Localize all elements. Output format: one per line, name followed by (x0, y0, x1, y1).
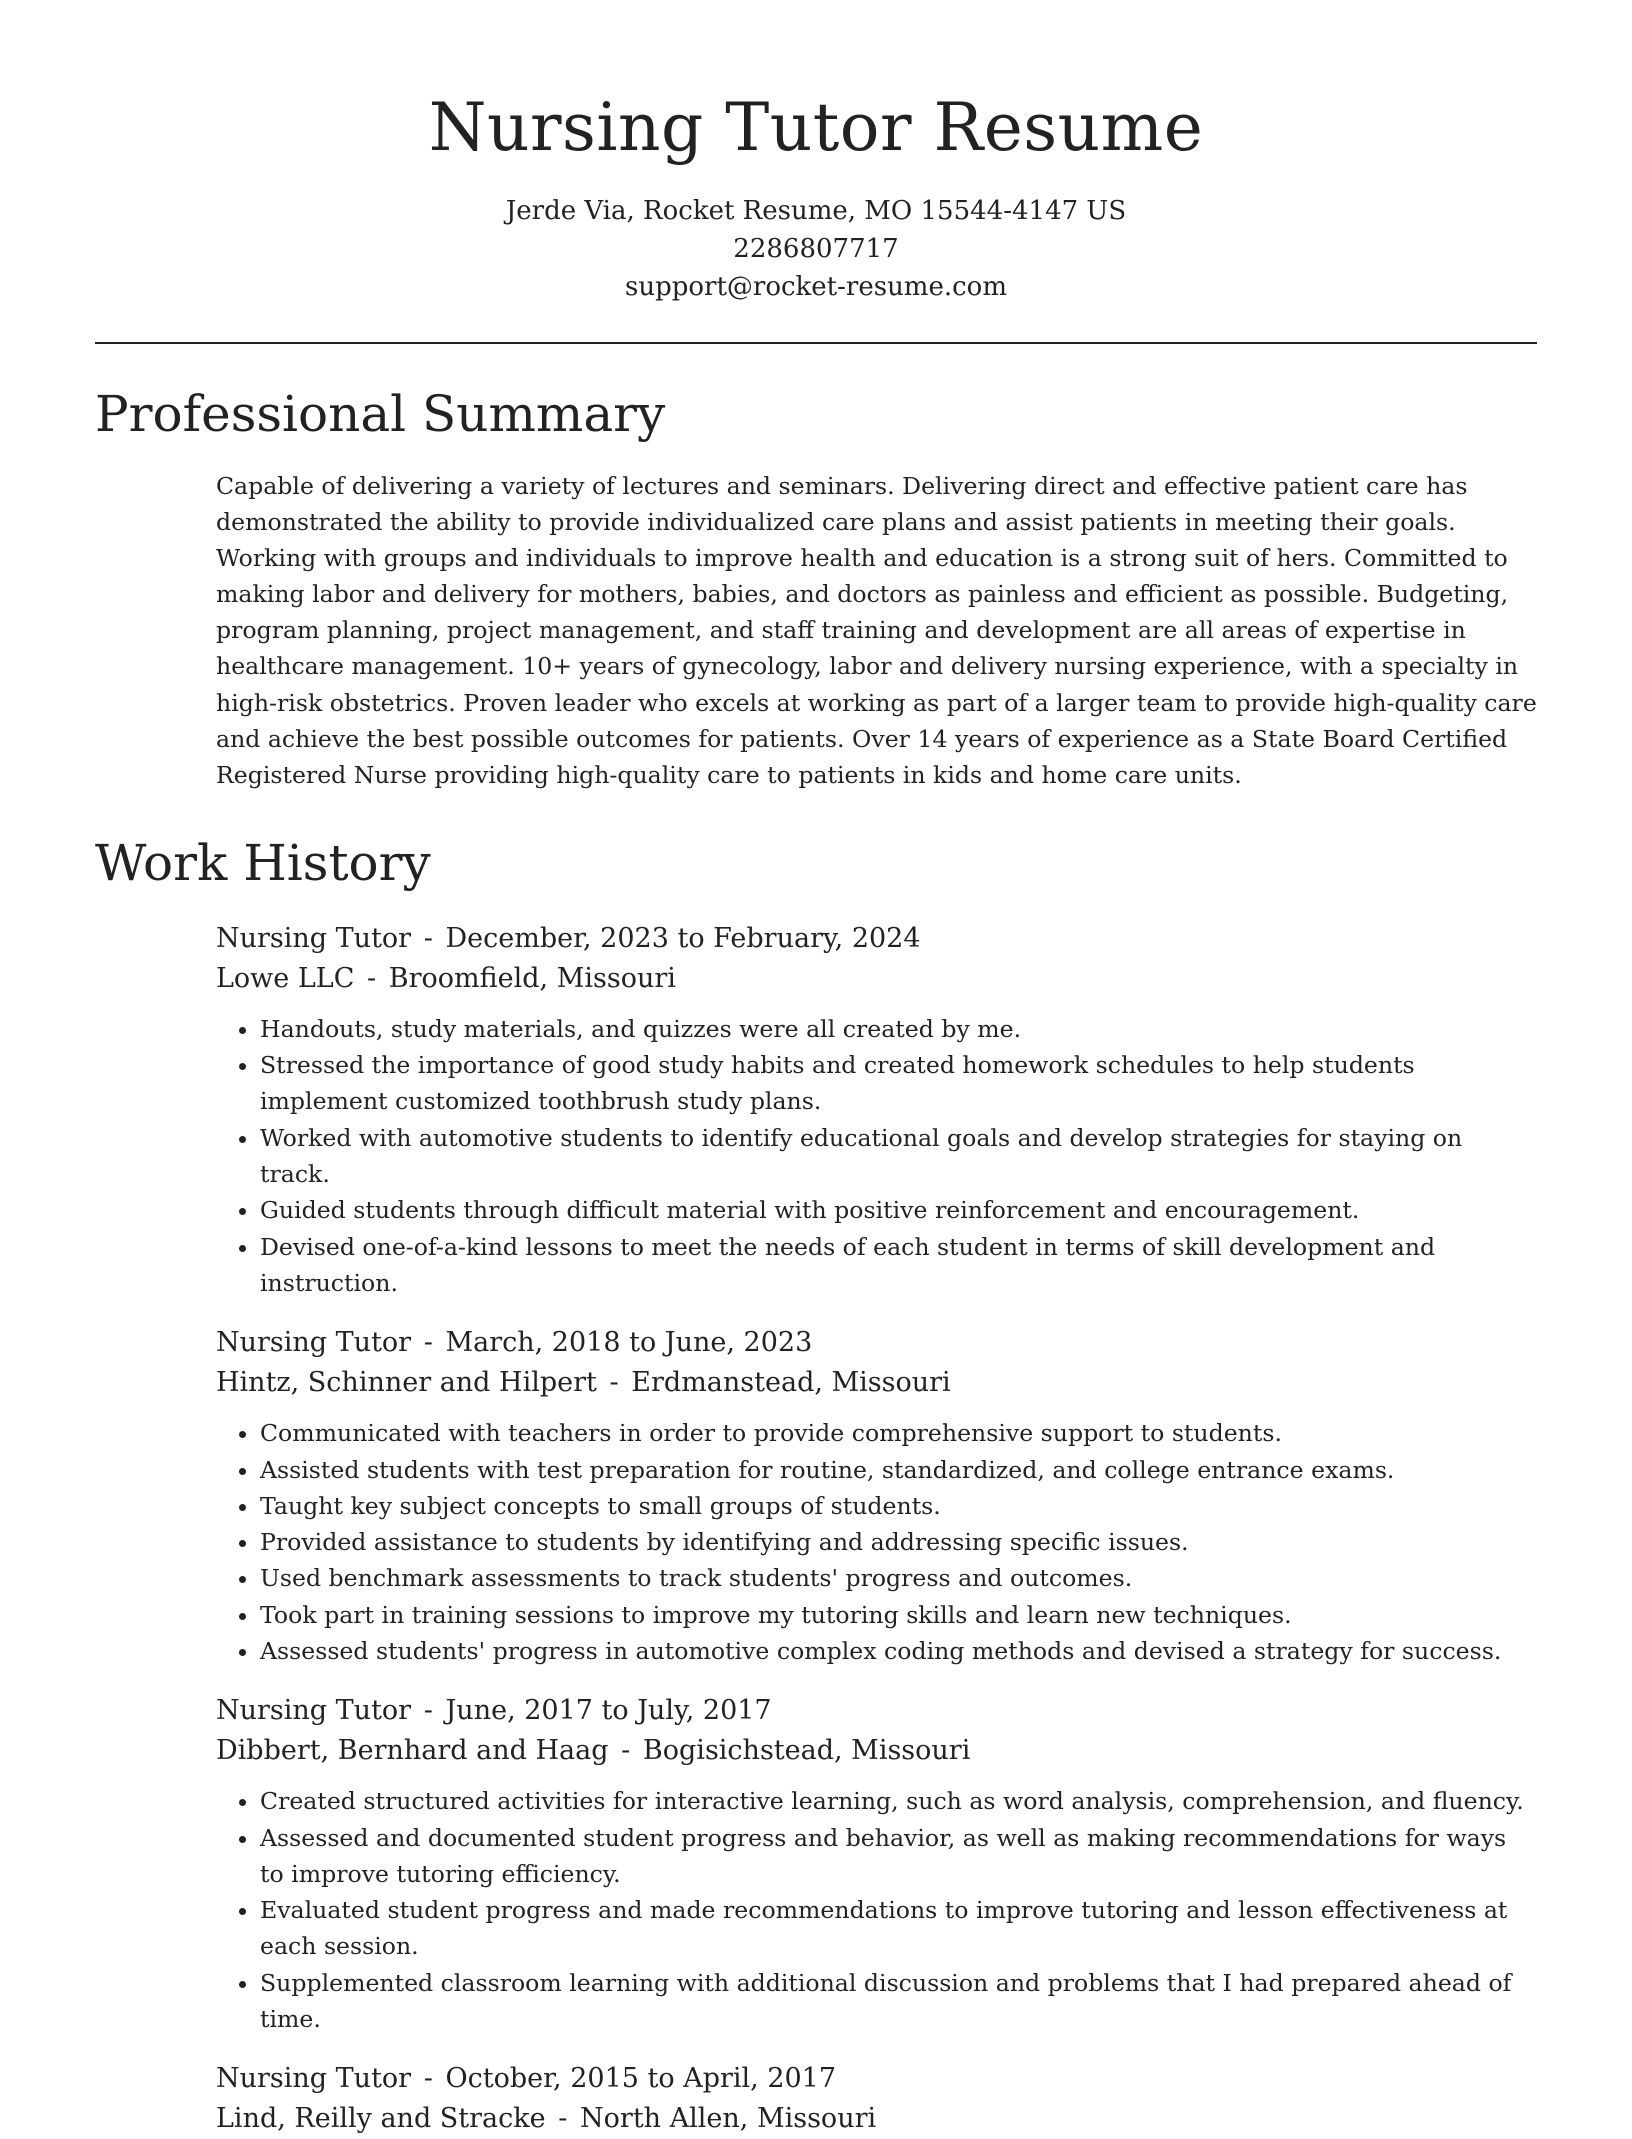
job-title: Nursing Tutor (216, 922, 412, 954)
job-bullet: • Devised one-of-a-kind lessons to meet the needs of each student in terms of skill development and instruction. (260, 1229, 1537, 1302)
job-bullet: • Supplemented classroom learning with additional discussion and problems that I had prepared ahead of time. (260, 1965, 1537, 2038)
job-bullets (216, 1415, 1537, 1669)
job-title: Nursing Tutor (216, 1327, 412, 1359)
job-entry (216, 919, 1537, 1301)
summary-text: Capable of delivering a variety of lectures and seminars. Delivering direct and effective patient care has demonstrated the ability to provide individualized care plans and assist patients in meeting their goals. Working with groups and individuals to improve health and education is a strong suit of hers. Committed to making labor and delivery for mothers, babies, and doctors as painless and efficient as possible. Budgeting, program planning, project management, and staff training and development are all areas of expertise in healthcare management. 10+ years of gynecology, labor and delivery nursing experience, with a specialty in high-risk obstetrics. Proven leader who excels at working as part of a larger team to provide high-quality care and achieve the best possible outcomes for patients. Over 14 years of experience as a State Board Certified Registered Nurse providing high-quality care to patients in kids and home care units. (216, 472, 1537, 789)
job-bullet: • Evaluated student progress and made recommendations to improve tutoring and lesson effectiveness at each session. (260, 1892, 1537, 1965)
job-company-line (216, 959, 1537, 999)
job-company: Lind, Reilly and Stracke (216, 2103, 546, 2135)
job-entry (216, 2059, 1537, 2139)
contact-info (95, 192, 1537, 306)
job-separator: - (423, 1695, 433, 1727)
job-bullet: • Communicated with teachers in order to provide comprehensive support to students. (260, 1415, 1537, 1451)
job-company: Lowe LLC (216, 962, 355, 994)
job-entry (216, 1691, 1537, 2037)
job-dates: October, 2015 to April, 2017 (445, 2063, 837, 2095)
job-bullet: • Handouts, study materials, and quizzes were all created by me. (260, 1011, 1537, 1047)
job-bullet: • Assessed students' progress in automotive complex coding methods and devised a strategy for success. (260, 1633, 1537, 1669)
job-bullet: • Worked with automotive students to identify educational goals and develop strategies for staying on track. (260, 1120, 1537, 1193)
job-bullet: • Provided assistance to students by identifying and addressing specific issues. (260, 1524, 1537, 1560)
job-bullet: • Created structured activities for interactive learning, such as word analysis, comprehension, and fluency. (260, 1783, 1537, 1819)
summary-heading: Professional Summary (95, 385, 666, 443)
job-title-line (216, 1691, 1537, 1731)
job-bullet: • Stressed the importance of good study habits and created homework schedules to help students implement customized toothbrush study plans. (260, 1047, 1537, 1120)
work-history-section (95, 919, 1537, 2139)
job-company: Dibbert, Bernhard and Haag (216, 1735, 609, 1767)
job-company-line (216, 2099, 1537, 2139)
resume-title: Nursing Tutor Resume (428, 89, 1204, 166)
contact-email: support@rocket-resume.com (624, 272, 1007, 302)
job-separator: - (558, 2103, 568, 2135)
job-title: Nursing Tutor (216, 1695, 412, 1727)
job-bullets (216, 1783, 1537, 2037)
job-company-line (216, 1363, 1537, 1403)
job-separator: - (423, 1327, 433, 1359)
summary-section (95, 468, 1537, 793)
job-separator: - (621, 1735, 631, 1767)
job-bullet: • Assisted students with test preparation for routine, standardized, and college entrance exams. (260, 1452, 1537, 1488)
contact-phone: 2286807717 (733, 234, 899, 264)
job-bullet: • Used benchmark assessments to track students' progress and outcomes. (260, 1560, 1537, 1596)
job-separator: - (609, 1367, 619, 1399)
job-location: North Allen, Missouri (580, 2103, 877, 2135)
contact-address: Jerde Via, Rocket Resume, MO 15544-4147 US (505, 196, 1127, 226)
job-dates: March, 2018 to June, 2023 (445, 1327, 813, 1359)
job-dates: June, 2017 to July, 2017 (445, 1695, 772, 1727)
job-location: Erdmanstead, Missouri (631, 1367, 951, 1399)
job-separator: - (423, 922, 433, 954)
job-title-line (216, 919, 1537, 959)
job-separator: - (367, 962, 377, 994)
job-company-line (216, 1731, 1537, 1771)
job-title-line (216, 2059, 1537, 2099)
job-dates: December, 2023 to February, 2024 (445, 922, 921, 954)
job-title-line (216, 1323, 1537, 1363)
header-divider (95, 342, 1537, 344)
job-bullet: • Guided students through difficult material with positive reinforcement and encouragement. (260, 1192, 1537, 1228)
work-history-heading: Work History (95, 833, 431, 892)
job-separator: - (423, 2063, 433, 2095)
job-location: Broomfield, Missouri (388, 962, 676, 994)
job-location: Bogisichstead, Missouri (642, 1735, 971, 1767)
job-bullets (216, 1011, 1537, 1301)
job-bullet: • Assessed and documented student progress and behavior, as well as making recommendations for ways to improve tutoring efficiency. (260, 1820, 1537, 1893)
job-bullet: • Taught key subject concepts to small groups of students. (260, 1488, 1537, 1524)
job-entry (216, 1323, 1537, 1669)
job-company: Hintz, Schinner and Hilpert (216, 1367, 597, 1399)
job-title: Nursing Tutor (216, 2063, 412, 2095)
job-bullet: • Took part in training sessions to improve my tutoring skills and learn new techniques. (260, 1597, 1537, 1633)
